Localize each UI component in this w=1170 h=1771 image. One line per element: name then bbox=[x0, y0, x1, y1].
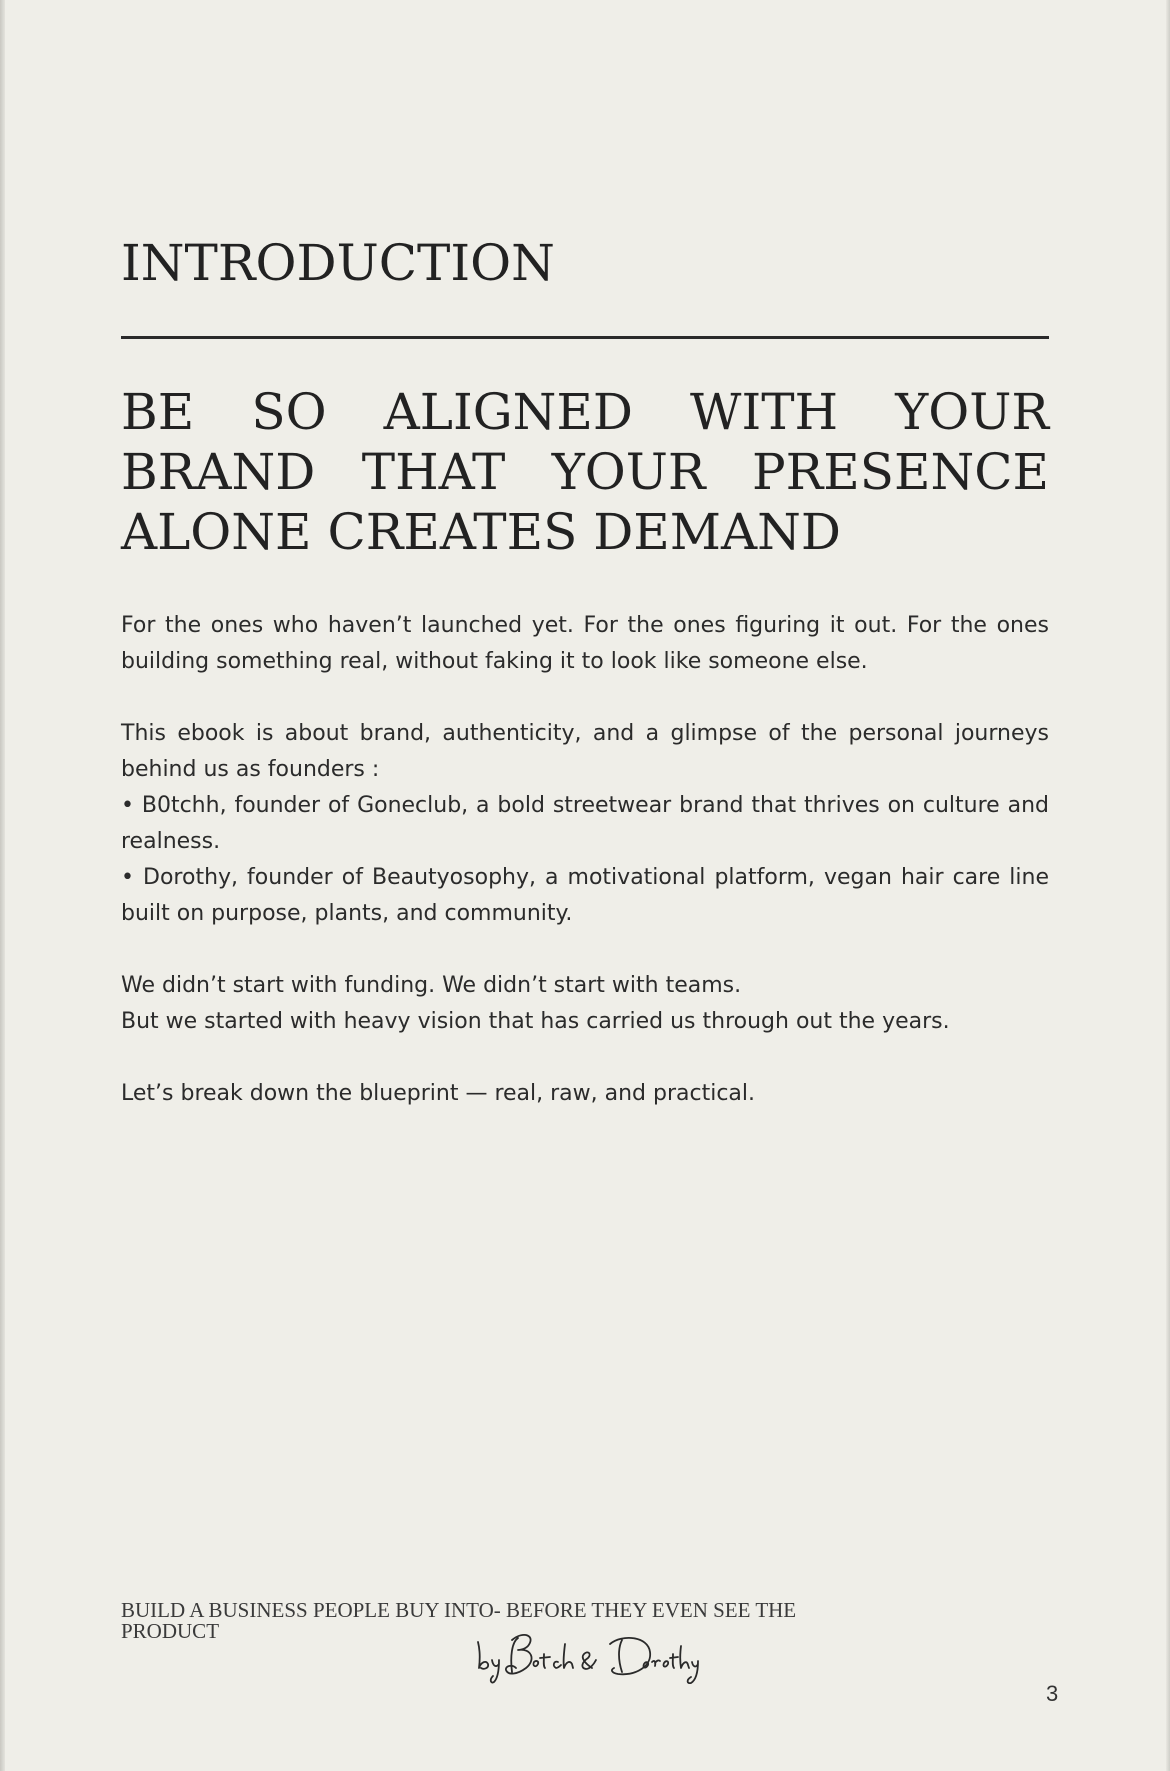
paragraph-closing: Let’s break down the blueprint — real, raw, and practical. bbox=[121, 1081, 756, 1106]
ebook-description: This ebook is about brand, authenticity, and a glimpse of the personal journeys behind us as founders : bbox=[121, 721, 1049, 782]
page-right-edge bbox=[1166, 0, 1170, 1771]
paragraph-about-ebook bbox=[121, 716, 1049, 932]
page-left-edge bbox=[0, 0, 5, 1771]
paragraph-intro-audience: For the ones who haven’t launched yet. For the ones figuring it out. For the ones building something real, without faking it to look like someone else. bbox=[121, 613, 1049, 674]
footer-book-title: BUILD A BUSINESS PEOPLE BUY INTO- BEFORE THEY EVEN SEE THE PRODUCT bbox=[121, 1598, 797, 1643]
signature-graphic bbox=[472, 1620, 702, 1686]
title-divider bbox=[121, 336, 1049, 339]
page-number: 3 bbox=[1046, 1681, 1059, 1706]
section-title: INTRODUCTION bbox=[121, 234, 555, 292]
paragraph-origins bbox=[121, 968, 1049, 1040]
origins-line-2: But we started with heavy vision that has carried us through out the years. bbox=[121, 1009, 950, 1034]
founder-bullet-botchh: • B0tchh, founder of Goneclub, a bold streetwear brand that thrives on culture and realness. bbox=[121, 793, 1049, 854]
headline: BE SO ALIGNED WITH YOUR BRAND THAT YOUR PRESENCE ALONE CREATES DEMAND bbox=[121, 383, 1049, 561]
origins-line-1: We didn’t start with funding. We didn’t start with teams. bbox=[121, 973, 742, 998]
founder-bullet-dorothy: • Dorothy, founder of Beautyosophy, a motivational platform, vegan hair care line built on purpose, plants, and community. bbox=[121, 865, 1049, 926]
body-text bbox=[121, 608, 1049, 1148]
